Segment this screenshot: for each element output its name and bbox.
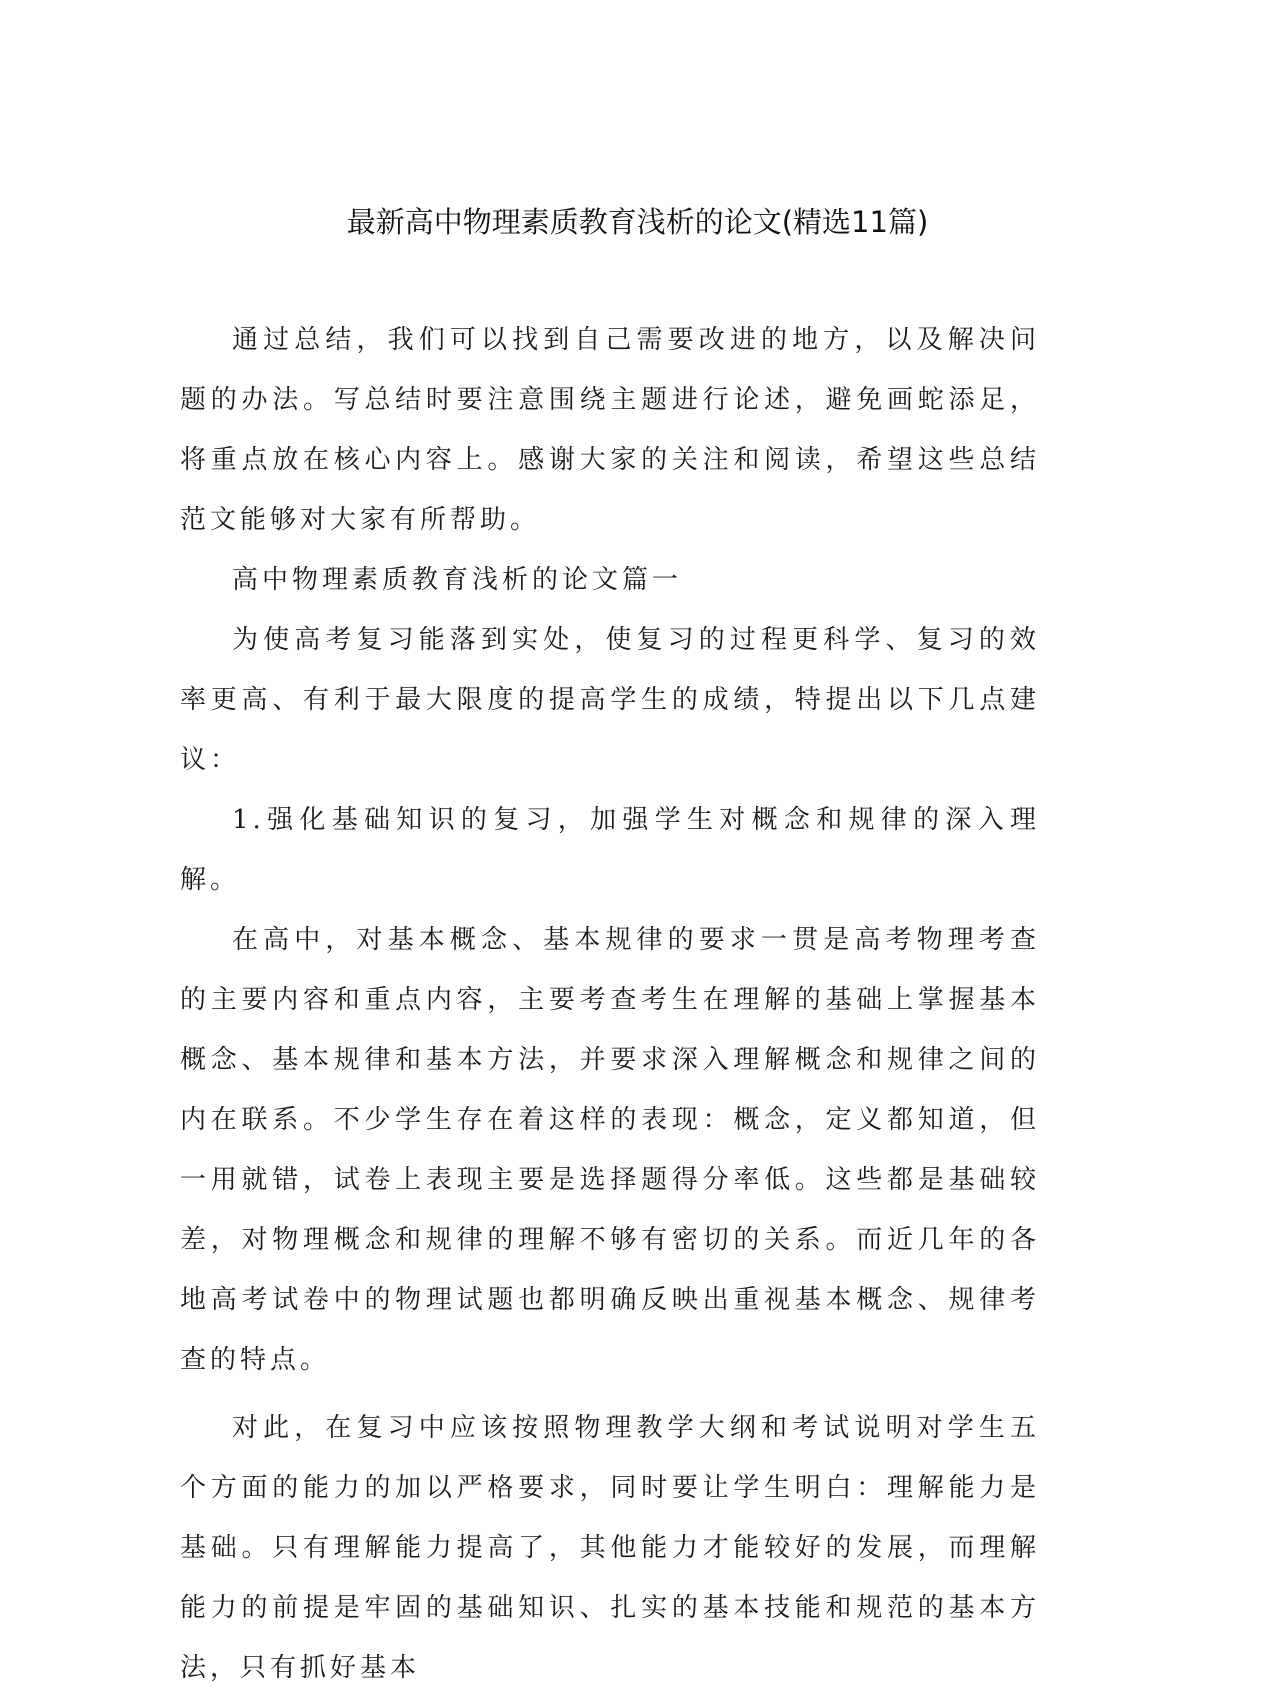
document-body bbox=[180, 310, 1040, 1698]
intro-paragraph: 通过总结，我们可以找到自己需要改进的地方，以及解决问题的办法。写总结时要注意围绕主题进行论述，避免画蛇添足，将重点放在核心内容上。感谢大家的关注和阅读，希望这些总结范文能够对大家有所帮助。 bbox=[180, 325, 1040, 535]
body-paragraph: 对此，在复习中应该按照物理教学大纲和考试说明对学生五个方面的能力的加以严格要求，同时要让学生明白：理解能力是基础。只有理解能力提高了，其他能力才能较好的发展，而理解能力的前提是牢固的基础知识、扎实的基本技能和规范的基本方法，只有抓好基本 bbox=[180, 1413, 1040, 1683]
document-title: 最新高中物理素质教育浅析的论文(精选11篇) bbox=[346, 205, 929, 239]
section-heading: 高中物理素质教育浅析的论文篇一 bbox=[232, 565, 683, 595]
body-paragraph: 在高中，对基本概念、基本规律的要求一贯是高考物理考查的主要内容和重点内容，主要考查考生在理解的基础上掌握基本概念、基本规律和基本方法，并要求深入理解概念和规律之间的内在联系。不少学生存在着这样的表现：概念，定义都知道，但一用就错，试卷上表现主要是选择题得分率低。这些都是基础较差，对物理概念和规律的理解不够有密切的关系。而近几年的各地高考试卷中的物理试题也都明确反映出重视基本概念、规律考查的特点。 bbox=[180, 925, 1040, 1375]
body-paragraph: 为使高考复习能落到实处，使复习的过程更科学、复习的效率更高、有利于最大限度的提高学生的成绩，特提出以下几点建议： bbox=[180, 625, 1040, 775]
numbered-point: 1.强化基础知识的复习，加强学生对概念和规律的深入理解。 bbox=[180, 805, 1040, 895]
